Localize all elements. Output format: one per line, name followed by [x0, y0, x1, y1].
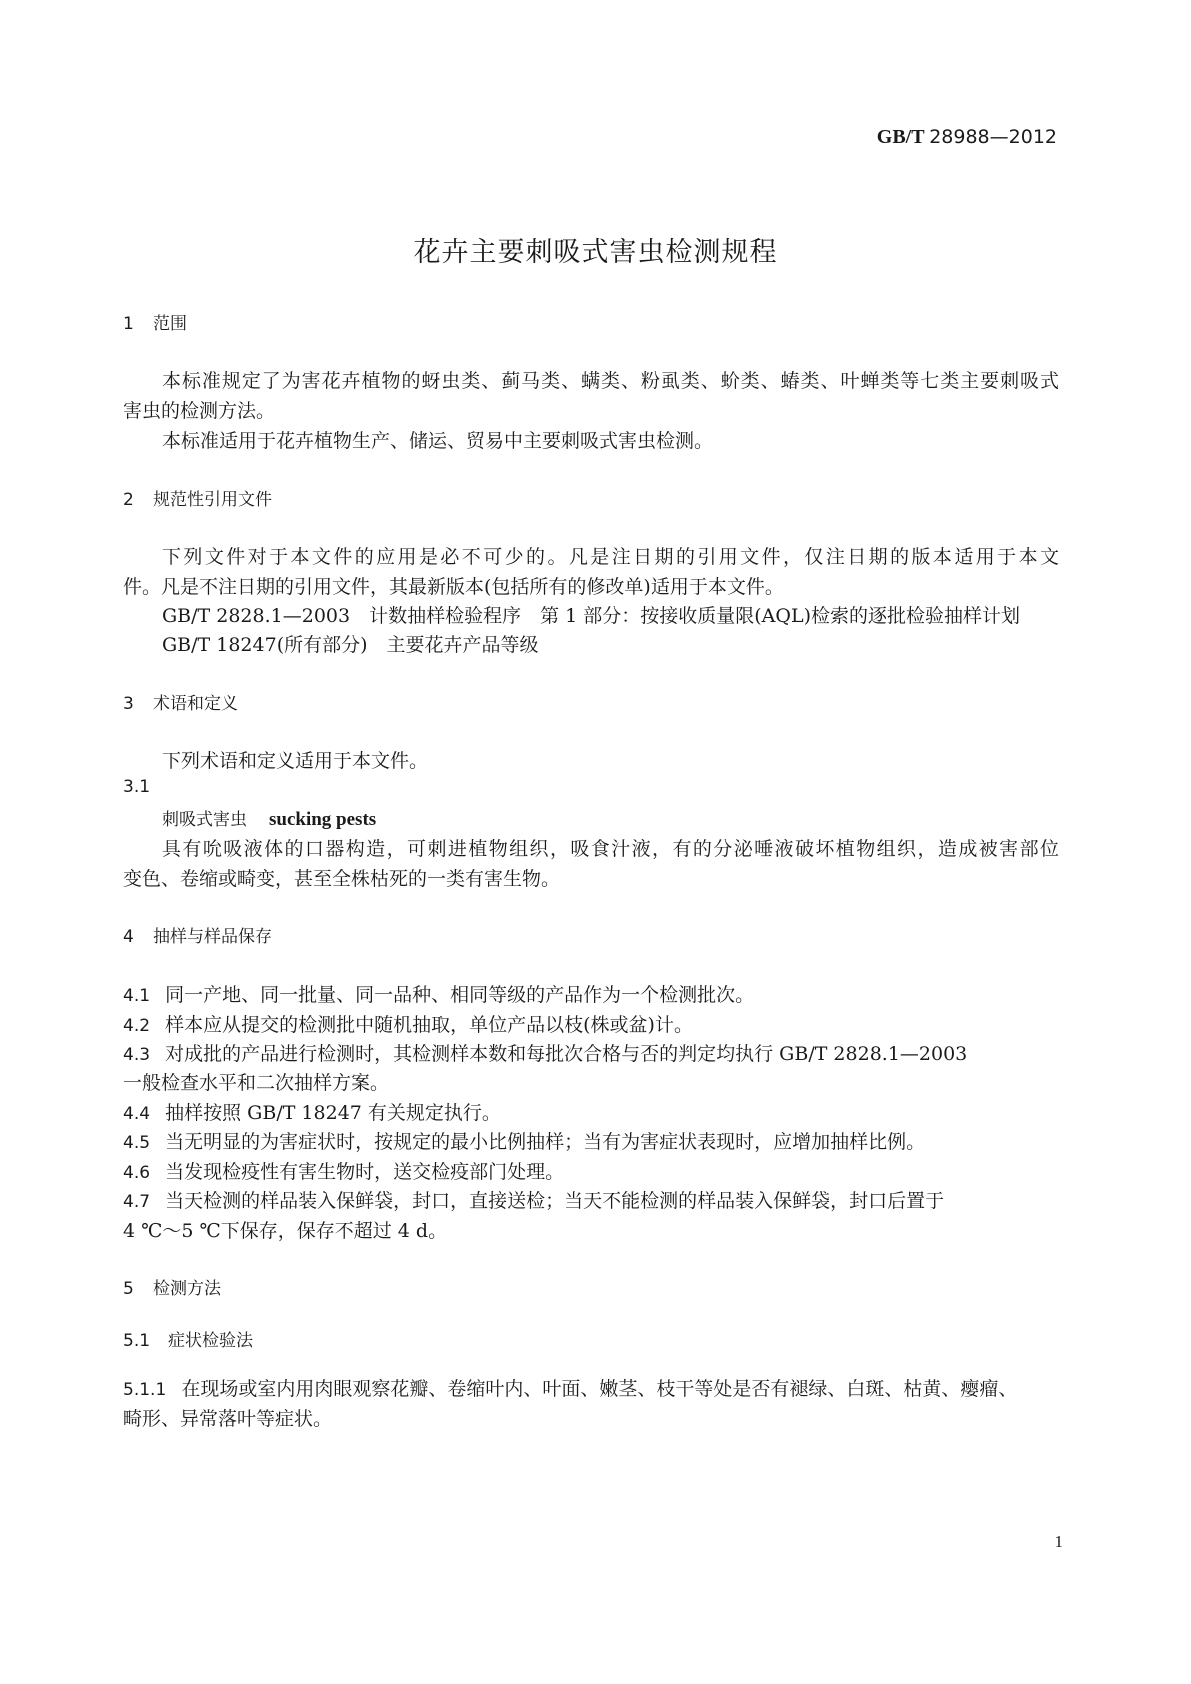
section-4-heading	[123, 922, 272, 947]
term-number: 3.1	[123, 777, 151, 797]
list-item	[123, 1157, 564, 1184]
standard-number: 28988—2012	[929, 126, 1057, 148]
item-number: 4.3	[123, 1045, 151, 1065]
section-3-heading	[123, 689, 238, 714]
term-english: sucking pests	[269, 809, 377, 830]
item-continuation: 畸形、异常落叶等症状。	[123, 1408, 333, 1430]
list-item	[123, 1127, 925, 1154]
item-text: 抽样按照 GB/T 18247 有关规定执行。	[165, 1102, 501, 1124]
normative-reference: GB/T 2828.1—2003 计数抽样检验程序 第 1 部分：按接收质量限(AQL)检索的逐批检验抽样计划	[162, 605, 1020, 627]
section-number: 3	[123, 694, 134, 714]
definition-line: 变色、卷缩或畸变，甚至全株枯死的一类有害生物。	[123, 868, 561, 890]
section-number: 4	[123, 927, 134, 947]
item-number: 5.1.1	[123, 1380, 167, 1400]
paragraph: 本标准适用于花卉植物生产、储运、贸易中主要刺吸式害虫检测。	[162, 430, 714, 452]
item-number: 4.5	[123, 1133, 151, 1153]
item-continuation: 4 ℃～5 ℃下保存，保存不超过 4 d。	[123, 1220, 448, 1242]
list-item	[123, 980, 754, 1007]
paragraph	[162, 366, 1059, 393]
item-text: 同一产地、同一批量、同一品种、相同等级的产品作为一个检测批次。	[165, 984, 755, 1006]
item-text: 在现场或室内用肉眼观察花瓣、卷缩叶内、叶面、嫩茎、枝干等处是否有褪绿、白斑、枯黄、瘿瘤、	[181, 1378, 1018, 1400]
item-number: 4.6	[123, 1163, 151, 1183]
definition	[162, 834, 1059, 861]
section-number: 5	[123, 1279, 134, 1299]
normative-reference: GB/T 18247(所有部分) 主要花卉产品等级	[162, 634, 539, 656]
item-number: 4.7	[123, 1192, 151, 1212]
section-title: 范围	[153, 314, 187, 334]
paragraph-line: 下列文件对于本文件的应用是必不可少的。凡是注日期的引用文件，仅注日期的版本适用于本文	[162, 546, 1059, 568]
section-2-heading	[123, 485, 272, 510]
item-text: 对成批的产品进行检测时，其检测样本数和每批次合格与否的判定均执行 GB/T 2828.1—2003	[165, 1043, 968, 1065]
list-item	[123, 1374, 1059, 1401]
paragraph	[162, 542, 1059, 569]
list-item	[123, 1098, 501, 1125]
section-1-heading	[123, 309, 187, 334]
paragraph: 下列术语和定义适用于本文件。	[162, 750, 429, 772]
item-text: 当天检测的样品装入保鲜袋，封口，直接送检；当天不能检测的样品装入保鲜袋，封口后置于	[165, 1190, 945, 1212]
list-item	[123, 1010, 693, 1037]
section-5-heading	[123, 1274, 221, 1299]
paragraph-line: 件。凡是不注日期的引用文件，其最新版本(包括所有的修改单)适用于本文件。	[123, 576, 784, 598]
definition-line: 具有吮吸液体的口器构造，可刺进植物组织，吸食汁液，有的分泌唾液破坏植物组织，造成被害部位	[162, 838, 1059, 860]
section-title: 规范性引用文件	[153, 490, 272, 510]
item-number: 4.1	[123, 986, 151, 1006]
section-title: 检测方法	[153, 1279, 221, 1299]
page-number: 1	[1054, 1532, 1063, 1551]
subsection-title: 症状检验法	[168, 1331, 254, 1351]
item-number: 4.2	[123, 1016, 151, 1036]
subsection-heading	[123, 1326, 253, 1351]
section-number: 2	[123, 490, 134, 510]
paragraph-line: 本标准规定了为害花卉植物的蚜虫类、蓟马类、螨类、粉虱类、蚧类、蝽类、叶蝉类等七类主要刺吸式	[162, 370, 1059, 392]
term-chinese: 刺吸式害虫	[162, 810, 247, 830]
item-number: 4.4	[123, 1104, 151, 1124]
section-title: 抽样与样品保存	[153, 927, 272, 947]
list-item	[123, 1186, 1059, 1213]
subsection-number: 5.1	[123, 1331, 151, 1351]
section-title: 术语和定义	[153, 694, 238, 714]
item-text: 当发现检疫性有害生物时，送交检疫部门处理。	[165, 1161, 565, 1183]
standard-code	[877, 126, 1057, 149]
item-text: 样本应从提交的检测批中随机抽取，单位产品以枝(株或盆)计。	[165, 1014, 693, 1036]
item-text: 当无明显的为害症状时，按规定的最小比例抽样；当有为害症状表现时，应增加抽样比例。	[165, 1131, 926, 1153]
section-number: 1	[123, 314, 134, 334]
document-title: 花卉主要刺吸式害虫检测规程	[413, 237, 778, 268]
standard-prefix: GB/T	[876, 126, 925, 148]
paragraph-line: 害虫的检测方法。	[123, 400, 276, 422]
item-continuation: 一般检查水平和二次抽样方案。	[123, 1072, 390, 1094]
list-item	[123, 1039, 1059, 1066]
term-entry	[162, 805, 376, 831]
